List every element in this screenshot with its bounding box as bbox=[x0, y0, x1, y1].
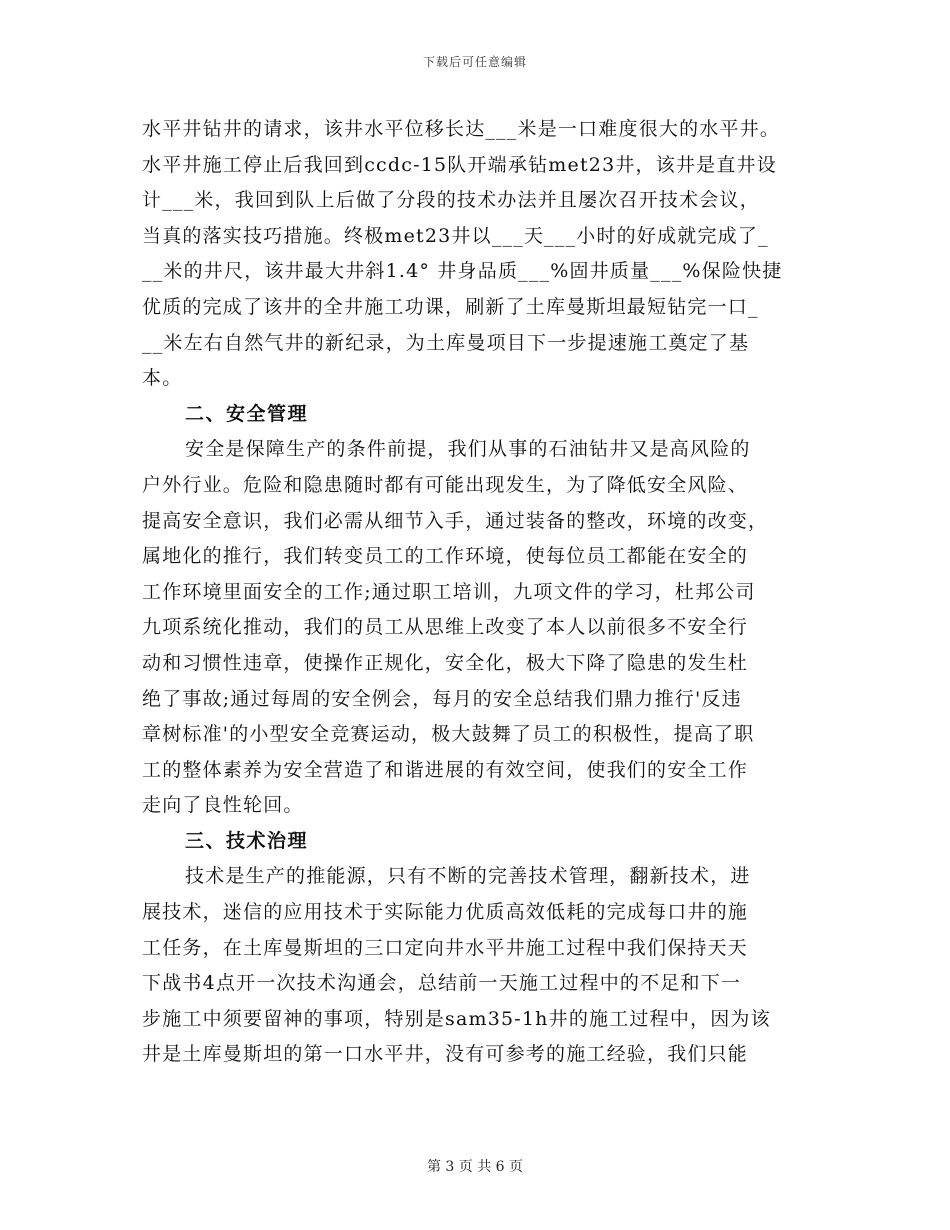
text-line: 动和习惯性违章，使操作正规化，安全化，极大下降了隐患的发生杜 bbox=[142, 651, 749, 674]
text-line: 当真的落实技巧措施。终极met23井以___天___小时的好成就完成了_ bbox=[142, 224, 769, 247]
text-line: 属地化的推行，我们转变员工的工作环境，使每位员工都能在安全的 bbox=[142, 545, 749, 568]
section-heading: 三、技术治理 bbox=[185, 829, 309, 852]
text-line: 本。 bbox=[142, 367, 183, 390]
text-line: 优质的完成了该井的全井施工功课，刷新了土库曼斯坦最短钻完一口_ bbox=[142, 295, 759, 318]
text-line: 井是土库曼斯坦的第一口水平井，没有可参考的施工经验，我们只能 bbox=[142, 1043, 749, 1066]
text-line: 计___米，我回到队上后做了分段的技术办法并且屡次召开技术会议， bbox=[142, 189, 760, 212]
text-line: __米的井尺，该井最大井斜1.4° 井身品质___%固井质量___%保险快捷 bbox=[142, 260, 783, 283]
text-line: 下战书4点开一次技术沟通会，总结前一天施工过程中的不足和下一 bbox=[142, 972, 742, 995]
text-line: __米左右自然气井的新纪录，为土库曼项目下一步提速施工奠定了基 bbox=[142, 331, 750, 354]
text-line: 章树标准'的小型安全竞赛运动，极大鼓舞了员工的积极性，提高了职 bbox=[142, 723, 755, 746]
text-line: 水平井钻井的请求，该井水平位移长达___米是一口难度很大的水平井。 bbox=[142, 118, 781, 140]
text-line: 安全是保障生产的条件前提，我们从事的石油钻井又是高风险的 bbox=[185, 438, 751, 461]
section-heading: 二、安全管理 bbox=[185, 402, 309, 425]
document-body bbox=[142, 112, 824, 1073]
text-line: 工任务，在土库曼斯坦的三口定向井水平井施工过程中我们保持天天 bbox=[142, 936, 749, 959]
text-line: 展技术，迷信的应用技术于实际能力优质高效低耗的完成每口井的施 bbox=[142, 901, 749, 924]
page-footer: 第 3 页 共 6 页 bbox=[426, 1159, 524, 1175]
text-line: 工作环境里面安全的工作;通过职工培训，九项文件的学习，杜邦公司 bbox=[142, 580, 756, 603]
text-line: 九项系统化推动，我们的员工从思维上改变了本人以前很多不安全行 bbox=[142, 616, 749, 639]
text-line: 工的整体素养为安全营造了和谐进展的有效空间，使我们的安全工作 bbox=[142, 758, 749, 781]
text-line: 走向了良性轮回。 bbox=[142, 794, 304, 817]
text-line: 技术是生产的推能源，只有不断的完善技术管理，翻新技术，进 bbox=[185, 865, 751, 888]
text-line: 绝了事故;通过每周的安全例会，每月的安全总结我们鼎力推行'反违 bbox=[142, 687, 742, 710]
text-line: 水平井施工停止后我回到ccdc-15队开端承钻met23井，该井是直井设 bbox=[142, 153, 777, 176]
text-line: 步施工中须要留神的事项，特别是sam35-1h井的施工过程中，因为该 bbox=[142, 1007, 771, 1030]
page-header: 下载后可任意编辑 bbox=[422, 55, 527, 69]
text-line: 户外行业。危险和隐患随时都有可能出现发生，为了降低安全风险、 bbox=[142, 473, 749, 496]
text-line: 提高安全意识，我们必需从细节入手，通过装备的整改，环境的改变， bbox=[142, 509, 769, 532]
